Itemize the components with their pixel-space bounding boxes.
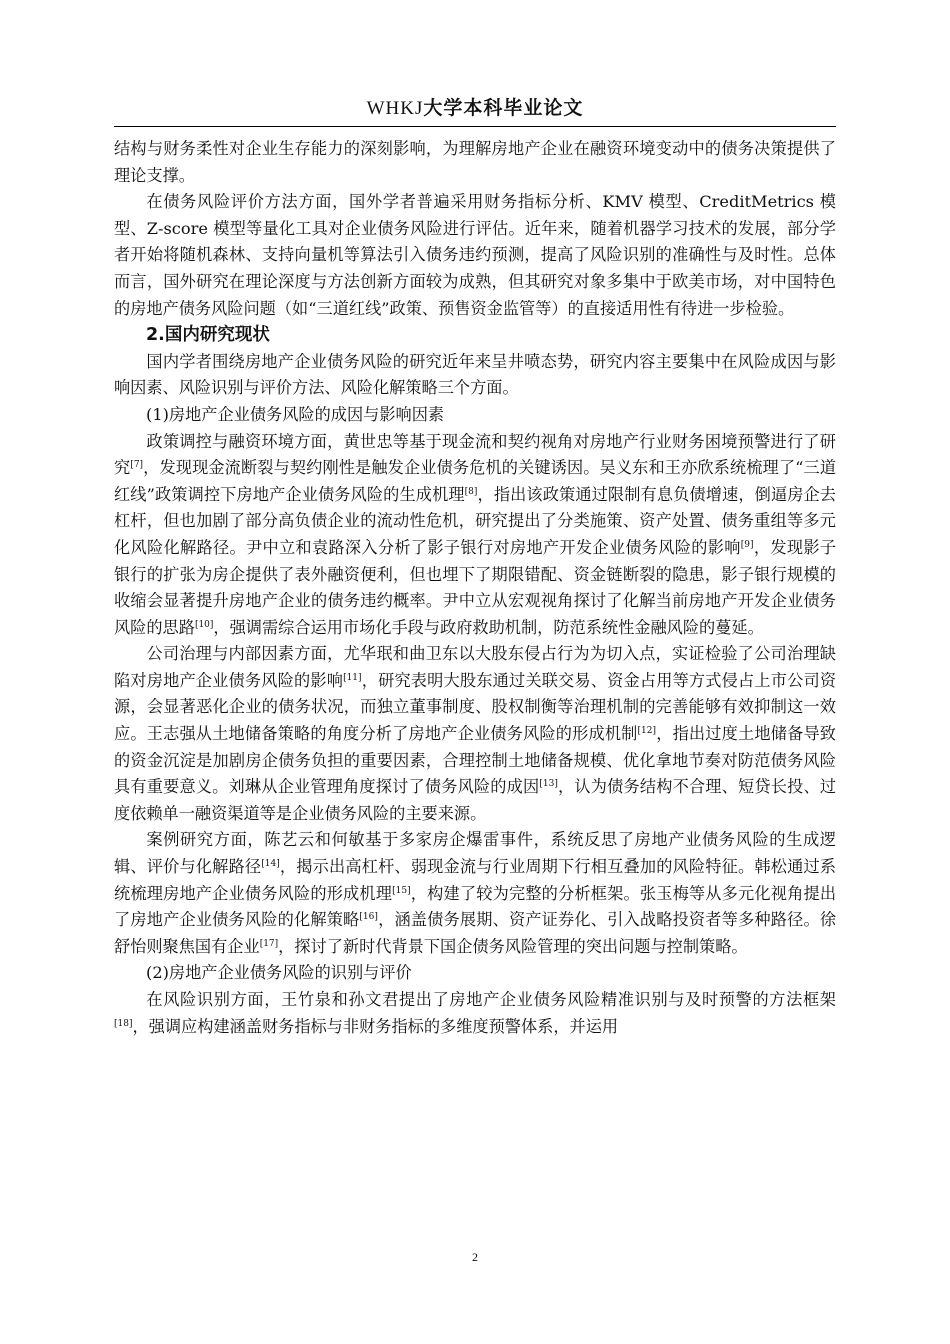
paragraph-policy — [114, 429, 836, 642]
citation: [18] — [114, 1018, 133, 1029]
header-brand: WHKJ — [366, 98, 424, 119]
citation: [13] — [539, 779, 558, 790]
citation: [10] — [194, 619, 214, 630]
text-run: ，认为债务结构不合理、短贷长投、过度依赖单一融资渠道等是企业债务风险的主要来源。 — [114, 777, 837, 823]
citation: [8] — [464, 486, 478, 497]
paragraph-case-studies — [114, 827, 836, 960]
header-title-text: 大学本科毕业论文 — [423, 97, 584, 119]
text-run: ，发现影子银行的扩张为房企提供了表外融资便利，但也埋下了期限错配、资金链断裂的隐患，影子银行规模的收缩会显著提升房地产企业的债务违约概率。尹中立从宏观视角探讨了化解当前房地产开发企业债务风险的思路 — [114, 537, 837, 637]
citation: [12] — [637, 726, 657, 737]
citation: [16] — [359, 912, 378, 923]
text-run: ，指出该政策通过限制有息负债增速，倒逼房企去杠杆，但也加剧了部分高负债企业的流动性危机，研究提出了分类施策、资产处置、债务重组等多元化风险化解路径。尹中立和袁路深入分析了影子银行对房地产开发企业债务风险的影响 — [114, 484, 836, 557]
text-run: 在风险识别方面，王竹泉和孙文君提出了房地产企业债务风险精准识别与及时预警的方法框架 — [146, 990, 836, 1009]
text-run: ，探讨了新时代背景下国企债务风险管理的突出问题与控制策略。 — [278, 936, 748, 956]
section-heading: 2.国内研究现状 — [146, 325, 270, 346]
page-body — [114, 136, 836, 1040]
text-run: ，强调需综合运用市场化手段与政府救助机制，防范系统性金融风险的蔓延。 — [213, 617, 764, 637]
citation: [9] — [740, 539, 754, 550]
text-run: 公司治理与内部因素方面，尤华珉和曲卫东以大股东侵占行为为切入点，实证检验了公司治理缺陷对房地产企业债务风险的影响 — [114, 644, 836, 690]
paragraph-continued: 结构与财务柔性对企业生存能力的深刻影响，为理解房地产企业在融资环境变动中的债务决策提供了理论支撑。 — [114, 139, 836, 185]
citation: [11] — [343, 672, 362, 683]
text-run: ，研究表明大股东通过关联交易、资金占用等方式侵占上市公司资源，会显著恶化企业的债务状况，而独立董事制度、股权制衡等治理机制的完善能够有效抑制这一效应。王志强从土地储备策略的角度分析了房地产企业债务风险的形成机制 — [114, 670, 837, 744]
text-run: ，指出过度土地储备导致的资金沉淀是加剧房企债务负担的重要因素，合理控制土地储备规模、优化拿地节奏对防范债务风险具有重要意义。刘琳从企业管理角度探讨了债务风险的成因 — [114, 724, 836, 797]
page-number: 2 — [472, 1250, 478, 1264]
paragraph-governance — [114, 641, 836, 827]
citation: [7] — [130, 460, 144, 471]
text-run: 政策调控与融资环境方面，黄世忠等基于现金流和契约视角对房地产行业财务困境预警进行了研究 — [114, 431, 836, 478]
text-run: ，构建了较为完整的分析框架。张玉梅等从多元化视角提出了房地产企业债务风险的化解策略 — [114, 883, 837, 930]
text-run: ，强调应构建涵盖财务指标与非财务指标的多维度预警体系，并运用 — [132, 1016, 619, 1036]
citation: [14] — [261, 859, 280, 870]
text-run: ，涵盖债务展期、资产证券化、引入战略投资者等多种路径。徐舒怡则聚焦国有企业 — [114, 910, 837, 956]
header-title — [114, 96, 836, 121]
subsection-heading-causes: (1)房地产企业债务风险的成因与影响因素 — [146, 404, 445, 424]
citation: [15] — [392, 885, 411, 896]
paragraph-foreign-methods: 在债务风险评价方法方面，国外学者普遍采用财务指标分析、KMV 模型、CreditMetrics 模型、Z-score 模型等量化工具对企业债务风险进行评估。近年来，随着机器学习技术的发展，部分学者开始将随机森林、支持向量机等算法引入债务违约预测，提高了风险识别的准确性与及时性。总体而言，国外研究在理论深度与方法创新方面较为成熟，但其研究对象多集中于欧美市场，对中国特色的房地产债务风险问题（如“三道红线”政策、预售资金监管等）的直接适用性有待进一步检验。 — [114, 192, 836, 318]
paragraph-identification — [114, 987, 836, 1040]
text-run: ，发现现金流断裂与契约刚性是触发企业债务危机的关键诱因。吴义东和王亦欣系统梳理了“三道红线”政策调控下房地产企业债务风险的生成机理 — [114, 458, 837, 504]
text-run: ，揭示出高杠杆、弱现金流与行业周期下行相互叠加的风险特征。韩松通过系统梳理房地产企业债务风险的形成机理 — [114, 857, 836, 903]
subsection-heading-identification: (2)房地产企业债务风险的识别与评价 — [146, 963, 412, 983]
page-header — [114, 96, 836, 127]
paragraph-domestic-intro: 国内学者围绕房地产企业债务风险的研究近年来呈井喷态势，研究内容主要集中在风险成因与影响因素、风险识别与评价方法、风险化解策略三个方面。 — [114, 351, 836, 398]
text-run: 案例研究方面，陈艺云和何敏基于多家房企爆雷事件，系统反思了房地产业债务风险的生成逻辑、评价与化解路径 — [114, 830, 836, 877]
citation: [17] — [259, 938, 279, 949]
